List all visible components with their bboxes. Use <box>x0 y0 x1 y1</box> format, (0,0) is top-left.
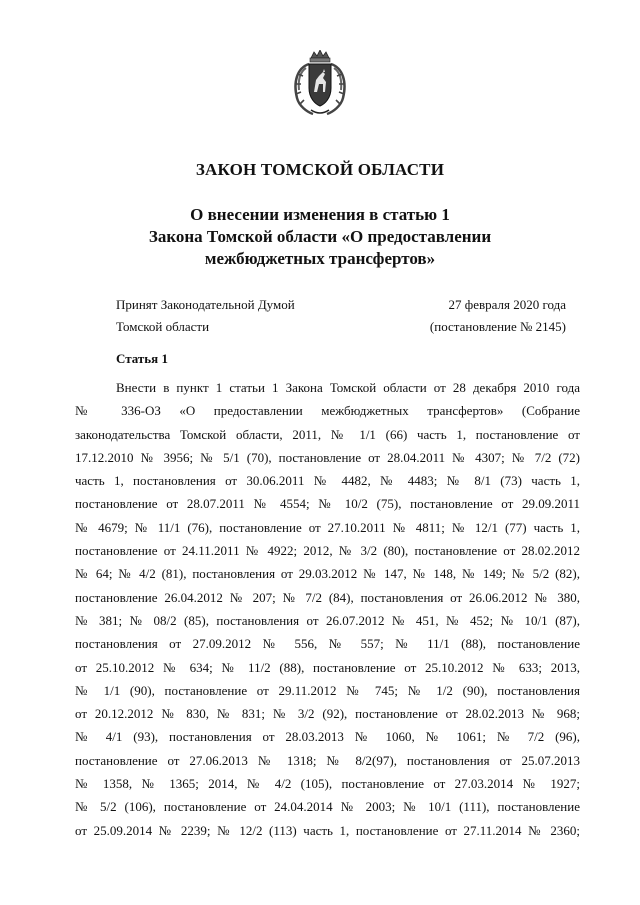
body-line: № 4/1 (93), постановления от 28.03.2013 № 1060, № 1061; № 7/2 (96), <box>75 729 580 745</box>
law-title: ЗАКОН ТОМСКОЙ ОБЛАСТИ <box>195 160 445 179</box>
body-line: № 64; № 4/2 (81), постановления от 29.03.2012 № 147, № 148, № 149; № 5/2 (82), <box>75 566 580 582</box>
body-line: № 381; № 08/2 (85), постановления от 26.07.2012 № 451, № 452; № 10/1 (87), <box>75 612 580 628</box>
subtitle-line: Закона Томской области «О предоставлении <box>148 227 492 246</box>
adoption-date: 27 февраля 2020 года <box>448 297 566 312</box>
article-body <box>75 376 580 842</box>
resolution-number: (постановление № 2145) <box>429 319 566 334</box>
body-line: постановление от 24.11.2011 № 4922; 2012, № 3/2 (80), постановление от 28.02.2012 <box>75 543 580 559</box>
body-line: от 25.10.2012 № 634; № 11/2 (88), постановление от 25.10.2012 № 633; 2013, <box>75 659 580 675</box>
body-line: постановление от 28.07.2011 № 4554; № 10/2 (75), постановление от 29.09.2011 <box>75 496 580 512</box>
body-line: 17.12.2010 № 3956; № 5/1 (70), постановление от 28.04.2011 № 4307; № 7/2 (72) <box>75 449 580 465</box>
subtitle-line: межбюджетных трансфертов» <box>204 249 436 268</box>
adopted-by-block <box>116 294 295 338</box>
body-line: № 1/1 (90), постановление от 29.11.2012 № 745; № 1/2 (90), постановления <box>75 682 580 698</box>
body-line: № 336-ОЗ «О предоставлении межбюджетных трансфертов» (Собрание <box>75 403 580 419</box>
adopted-by-line: Томской области <box>116 319 210 334</box>
article-heading: Статья 1 <box>116 351 168 366</box>
body-line: № 4679; № 11/1 (76), постановление от 27.10.2011 № 4811; № 12/1 (77) часть 1, <box>75 519 580 535</box>
subtitle-line: О внесении изменения в статью 1 <box>190 205 450 224</box>
body-line: часть 1, постановления от 30.06.2011 № 4482, № 4483; № 8/1 (73) часть 1, <box>75 473 580 489</box>
body-line: законодательства Томской области, 2011, № 1/1 (66) часть 1, постановление от <box>75 426 580 442</box>
adopted-by-line: Принят Законодательной Думой <box>116 297 295 312</box>
body-line: № 1358, № 1365; 2014, № 4/2 (105), постановление от 27.03.2014 № 1927; <box>75 776 580 792</box>
law-subtitle <box>0 204 640 270</box>
body-line: постановление 26.04.2012 № 207; № 7/2 (84), постановления от 26.06.2012 № 380, <box>75 589 580 605</box>
adoption-date-block <box>370 294 566 338</box>
body-line: постановление от 27.06.2013 № 1318; № 8/2(97), постановления от 25.07.2013 <box>75 752 580 768</box>
body-line: от 25.09.2014 № 2239; № 12/2 (113) часть 1, постановление от 27.11.2014 № 2360; <box>75 822 580 838</box>
body-line: постановления от 27.09.2012 № 556, № 557; № 11/1 (88), постановление <box>75 636 580 652</box>
tomsk-coat-of-arms-emblem <box>289 50 351 116</box>
body-line: № 5/2 (106), постановление от 24.04.2014 № 2003; № 10/1 (111), постановление <box>75 799 580 815</box>
body-line: Внести в пункт 1 статьи 1 Закона Томской области от 28 декабря 2010 года <box>116 380 580 395</box>
body-line: от 20.12.2012 № 830, № 831; № 3/2 (92), постановление от 28.02.2013 № 968; <box>75 706 580 722</box>
